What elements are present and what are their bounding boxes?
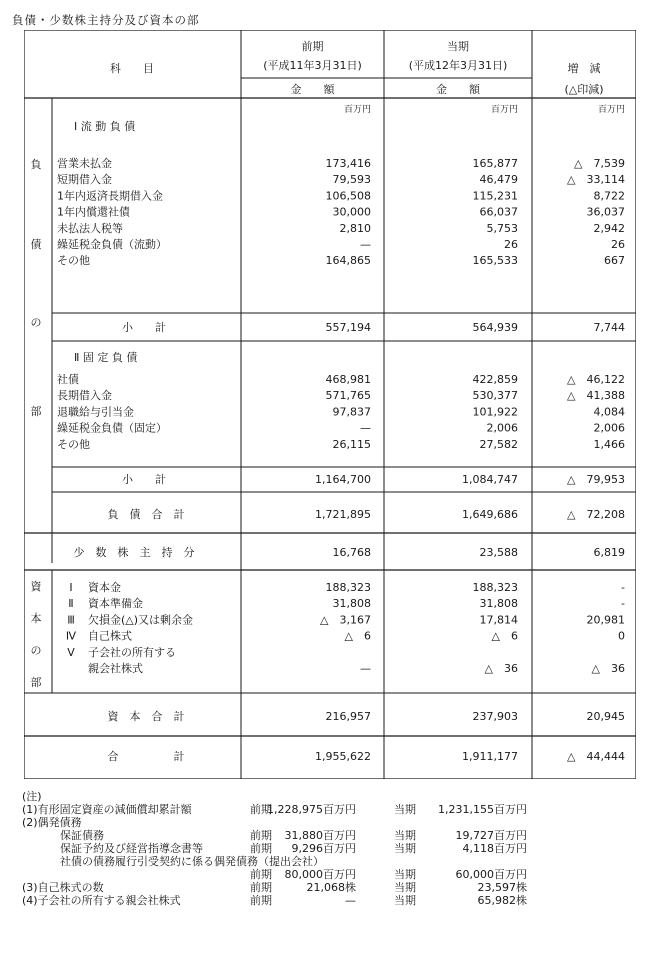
note-p: 前期 [250,868,272,881]
subtotal-label: 小 計 [122,321,166,334]
row-label: 自己株式 [88,629,132,643]
header-curr-amount: 金 額 [436,83,480,96]
notes-heading: (注) [22,790,42,803]
header-prev-amount: 金 額 [290,83,335,96]
row-change-value: 26 [611,238,625,251]
row-change-value: △ 33,114 [567,173,625,187]
row-label: 営業未払金 [57,157,112,170]
row-curr-value: 2,006 [486,421,518,435]
equity-total-prev: 216,957 [325,710,371,723]
row-curr-value: △ 36 [484,662,518,675]
row-change-value: 1,466 [593,437,625,451]
row-label: 繰延税金負債（固定） [57,421,167,435]
note-pv: 9,296百万円 [291,842,356,855]
row-curr-value: 27,582 [479,437,518,451]
row-prev-value: 2,810 [339,221,371,235]
note-line [22,881,632,894]
note-line [22,842,632,855]
header-prev-date: (平成11年3月31日) [263,59,362,72]
row-label: 1年内返済長期借入金 [57,189,163,203]
row-curr-value: 46,479 [479,173,518,187]
row-change-value: - [621,581,625,594]
row-prev-value: △ 3,167 [320,613,371,627]
row-change-value: 2,006 [593,421,625,435]
minority-change: 6,819 [593,546,625,559]
row-prev-value: 79,593 [332,173,371,187]
row-change-value: △ 7,539 [574,157,625,170]
note-p: 前期 [250,881,272,894]
row-label: 子会社の所有する [88,645,176,659]
subtotal-prev: 557,194 [325,321,371,334]
side-label-liabilities: の [30,316,42,329]
note-pv: 1,228,975百万円 [267,803,356,816]
row-curr-value: 530,377 [472,389,518,403]
equity-row-number: Ⅴ [67,645,75,659]
note-c: 当期 [394,894,416,907]
subtotal-label: 小 計 [122,473,166,486]
side-label-equity: の [30,644,42,657]
subtotal-curr: 1,084,747 [462,473,518,486]
row-prev-value: 173,416 [325,157,371,170]
row-curr-value: 17,814 [479,613,518,627]
note-a: (4)子会社の所有する親会社株式 [22,894,181,907]
note-pv: 80,000百万円 [284,868,356,881]
row-curr-value: 5,753 [486,221,518,235]
row-change-value: 36,037 [586,205,625,219]
unit-curr: 百万円 [490,105,518,115]
side-label-equity: 本 [30,612,42,625]
row-prev-value: 97,837 [332,405,371,419]
row-label: 未払法人税等 [57,221,123,235]
liabilities-total-change: △ 72,208 [567,508,625,521]
equity-row-number: Ⅳ [65,629,77,643]
liabilities-total-prev: 1,721,895 [315,508,371,521]
row-change-value: - [621,597,625,611]
header-prev-period: 前期 [301,40,324,53]
row-curr-value: 101,922 [472,405,518,419]
row-label: 欠損金(△)又は剰余金 [88,613,194,627]
note-line [22,816,632,829]
row-label: 社債 [57,373,79,386]
row-label: 資本金 [88,581,121,594]
row-change-value: △ 46,122 [567,373,625,386]
note-pv: 21,068株 [306,881,356,894]
row-curr-value: 165,877 [472,157,518,170]
note-p: 前期 [250,842,272,855]
row-change-value: △ 36 [591,662,625,675]
notes-section [22,790,632,907]
note-p: 前期 [250,894,272,907]
row-prev-value: — [360,238,371,251]
grand-total-prev: 1,955,622 [315,750,371,763]
note-c: 当期 [394,803,416,816]
note-cv: 23,597株 [477,881,527,894]
row-label: その他 [57,437,90,451]
subtotal-curr: 564,939 [472,321,518,334]
row-curr-value: 165,533 [472,254,518,268]
balance-sheet-table [24,30,636,779]
note-a: 保証予約及び経営指導念書等 [60,842,203,855]
note-pv: 31,880百万円 [284,829,356,842]
row-prev-value: 106,508 [325,189,371,203]
row-prev-value: — [360,421,371,435]
row-label: 親会社株式 [88,662,143,675]
row-prev-value: 188,323 [325,581,371,594]
row-label: その他 [57,254,90,268]
note-c: 当期 [394,881,416,894]
note-line [22,894,632,907]
row-prev-value: 26,115 [332,437,371,451]
note-cv: 4,118百万円 [462,842,527,855]
grand-total-label: 合 計 [107,750,185,763]
row-curr-value: 31,808 [479,597,518,611]
note-c: 当期 [394,842,416,855]
row-curr-value: 422,859 [472,373,518,386]
minority-prev: 16,768 [332,546,371,559]
row-label: 1年内償還社債 [57,205,130,219]
row-change-value: △ 41,388 [567,389,625,403]
equity-row-number: Ⅰ [69,581,73,594]
minority-curr: 23,588 [479,546,518,559]
note-line [22,855,632,868]
row-curr-value: 26 [504,238,518,251]
equity-total-change: 20,945 [586,710,625,723]
note-c: 当期 [394,829,416,842]
subtotal-prev: 1,164,700 [315,473,371,486]
equity-row-number: Ⅱ [68,597,74,611]
fixed-liabilities-heading: Ⅱ 固 定 負 債 [74,351,138,364]
row-curr-value: △ 6 [491,629,518,643]
unit-prev: 百万円 [343,105,371,115]
note-line [22,803,632,816]
row-prev-value: 30,000 [332,205,371,219]
row-change-value: 20,981 [586,613,625,627]
note-a: (2)偶発債務 [22,816,82,829]
header-subject: 科 目 [110,62,154,75]
unit-change: 百万円 [597,105,625,115]
grand-total-change: △ 44,444 [567,750,625,763]
note-pv: — [345,894,356,907]
row-change-value: 4,084 [593,405,625,419]
note-a: 社債の債務履行引受契約に係る偶発債務（提出会社） [60,855,324,868]
current-liabilities-heading: Ⅰ 流 動 負 債 [74,120,136,133]
row-prev-value: 164,865 [325,254,371,268]
equity-total-label: 資 本 合 計 [107,710,185,723]
note-a: (3)自己株式の数 [22,881,104,894]
document-title: 負債・少数株主持分及び資本の部 [12,13,200,27]
row-label: 短期借入金 [57,173,112,187]
row-curr-value: 188,323 [472,581,518,594]
note-cv: 60,000百万円 [455,868,527,881]
note-p: 前期 [250,803,272,816]
note-cv: 65,982株 [477,894,527,907]
row-curr-value: 66,037 [479,205,518,219]
side-label-liabilities: 債 [30,238,42,251]
row-curr-value: 115,231 [472,189,518,203]
header-curr-period: 当期 [447,40,469,53]
minority-interest-label: 少 数 株 主 持 分 [73,546,195,559]
row-label: 繰延税金負債（流動） [57,238,167,251]
row-change-value: 8,722 [593,189,625,203]
equity-total-curr: 237,903 [472,710,518,723]
equity-row-number: Ⅲ [67,613,75,627]
row-prev-value: 468,981 [325,373,371,386]
liabilities-total-curr: 1,649,686 [462,508,518,521]
row-change-value: 667 [604,254,625,268]
note-cv: 19,727百万円 [455,829,527,842]
side-label-liabilities: 部 [30,405,42,418]
header-change: 増 減 [567,62,601,75]
subtotal-change: 7,744 [593,321,625,334]
subtotal-change: △ 79,953 [567,473,625,486]
side-label-equity: 資 [30,580,42,593]
row-label: 資本準備金 [88,597,143,611]
row-prev-value: △ 6 [344,629,371,643]
liabilities-total-label: 負 債 合 計 [107,508,185,521]
row-prev-value: — [360,662,371,675]
note-line [22,829,632,842]
row-change-value: 0 [618,629,625,643]
row-change-value: 2,942 [593,221,625,235]
row-prev-value: 571,765 [325,389,371,403]
note-a: 保証債務 [60,829,104,842]
side-label-equity: 部 [30,676,42,689]
note-line [22,868,632,881]
note-a: (1)有形固定資産の減価償却累計額 [22,803,192,816]
note-c: 当期 [394,868,416,881]
header-curr-date: (平成12年3月31日) [408,59,508,72]
grand-total-curr: 1,911,177 [462,750,518,763]
note-p: 前期 [250,829,272,842]
row-prev-value: 31,808 [332,597,371,611]
side-label-liabilities: 負 [30,158,42,171]
row-label: 長期借入金 [57,389,112,403]
note-cv: 1,231,155百万円 [438,803,527,816]
row-label: 退職給与引当金 [57,405,134,419]
header-change-sub: (△印減) [564,83,604,96]
